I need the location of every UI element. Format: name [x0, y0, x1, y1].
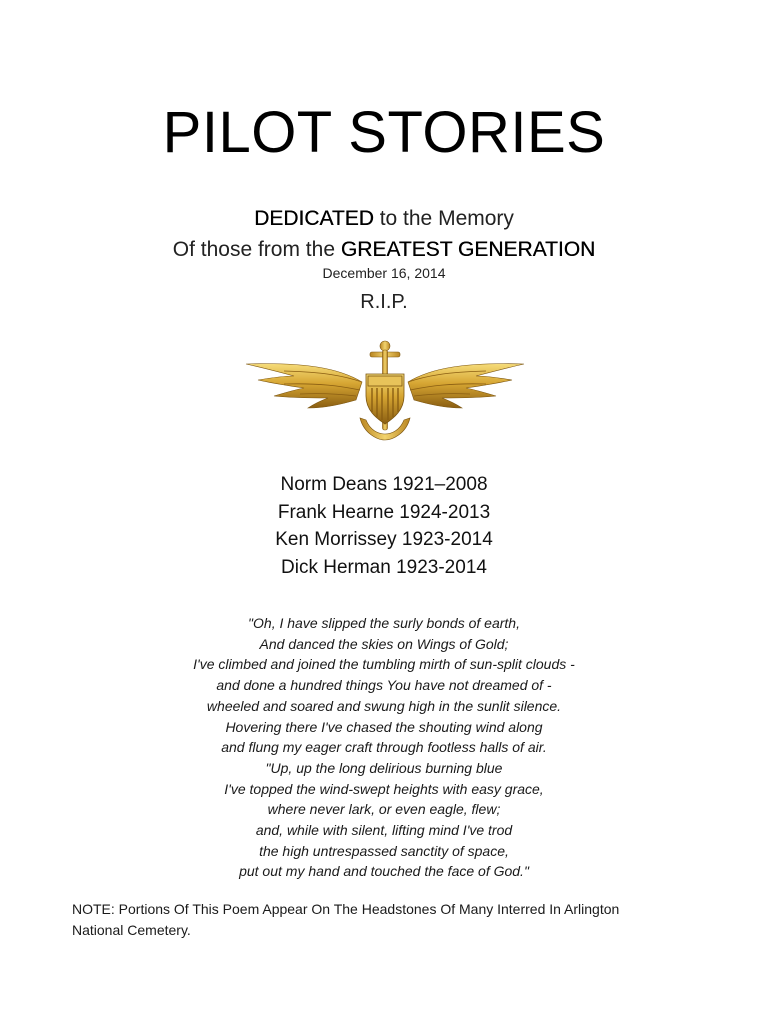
poem-line: Hovering there I've chased the shouting wind along: [225, 718, 543, 735]
memorial-name: Ken Morrissey 1923-2014: [275, 529, 493, 550]
dedication-date: December 16, 2014: [322, 265, 446, 281]
poem-line: the high untrespassed sanctity of space,: [259, 842, 509, 859]
poem-line: And danced the skies on Wings of Gold;: [259, 635, 509, 652]
poem-line: and, while with silent, lifting mind I've trod: [255, 822, 513, 839]
dedication-line-1: [0, 203, 768, 234]
greatest-generation-phrase: GREATEST GENERATION: [340, 238, 596, 261]
memorial-name: Frank Hearne 1924-2013: [277, 501, 491, 523]
poem-line: where never lark, or even eagle, flew;: [267, 801, 501, 818]
memorial-name: Dick Herman 1923-2014: [281, 556, 487, 578]
memorial-names: [0, 471, 768, 581]
left-wing: [246, 364, 362, 408]
dedication-line-1-rest: to the Memory: [373, 207, 514, 230]
footnote: NOTE: Portions Of This Poem Appear On The Headstones Of Many Interred In Arlington National Cemetery.: [72, 901, 620, 938]
rip-text: R.I.P.: [360, 291, 408, 313]
dedicated-word: DEDICATED: [254, 207, 374, 230]
dedication-line-2-prefix: Of those from the: [172, 238, 341, 261]
poem-line: I've climbed and joined the tumbling mirth of sun-split clouds -: [193, 656, 575, 673]
page-title: PILOT STORIES: [162, 100, 606, 165]
right-wing: [408, 364, 524, 408]
dedication-line-2: [0, 234, 768, 265]
naval-aviator-wings-icon: [244, 338, 526, 446]
poem: [0, 613, 768, 882]
poem-line: and flung my eager craft through footless halls of air.: [221, 739, 547, 756]
poem-line: and done a hundred things You have not dreamed of -: [216, 677, 552, 694]
poem-line: "Up, up the long delirious burning blue: [265, 759, 503, 776]
dedication: [0, 203, 768, 265]
shield: [366, 374, 404, 424]
memorial-name: Norm Deans 1921–2008: [280, 474, 488, 495]
poem-line: put out my hand and touched the face of God.": [239, 863, 529, 880]
poem-line: I've topped the wind-swept heights with easy grace,: [224, 780, 544, 797]
poem-line: "Oh, I have slipped the surly bonds of earth,: [248, 615, 520, 631]
poem-line: wheeled and soared and swung high in the sunlit silence.: [206, 697, 562, 714]
